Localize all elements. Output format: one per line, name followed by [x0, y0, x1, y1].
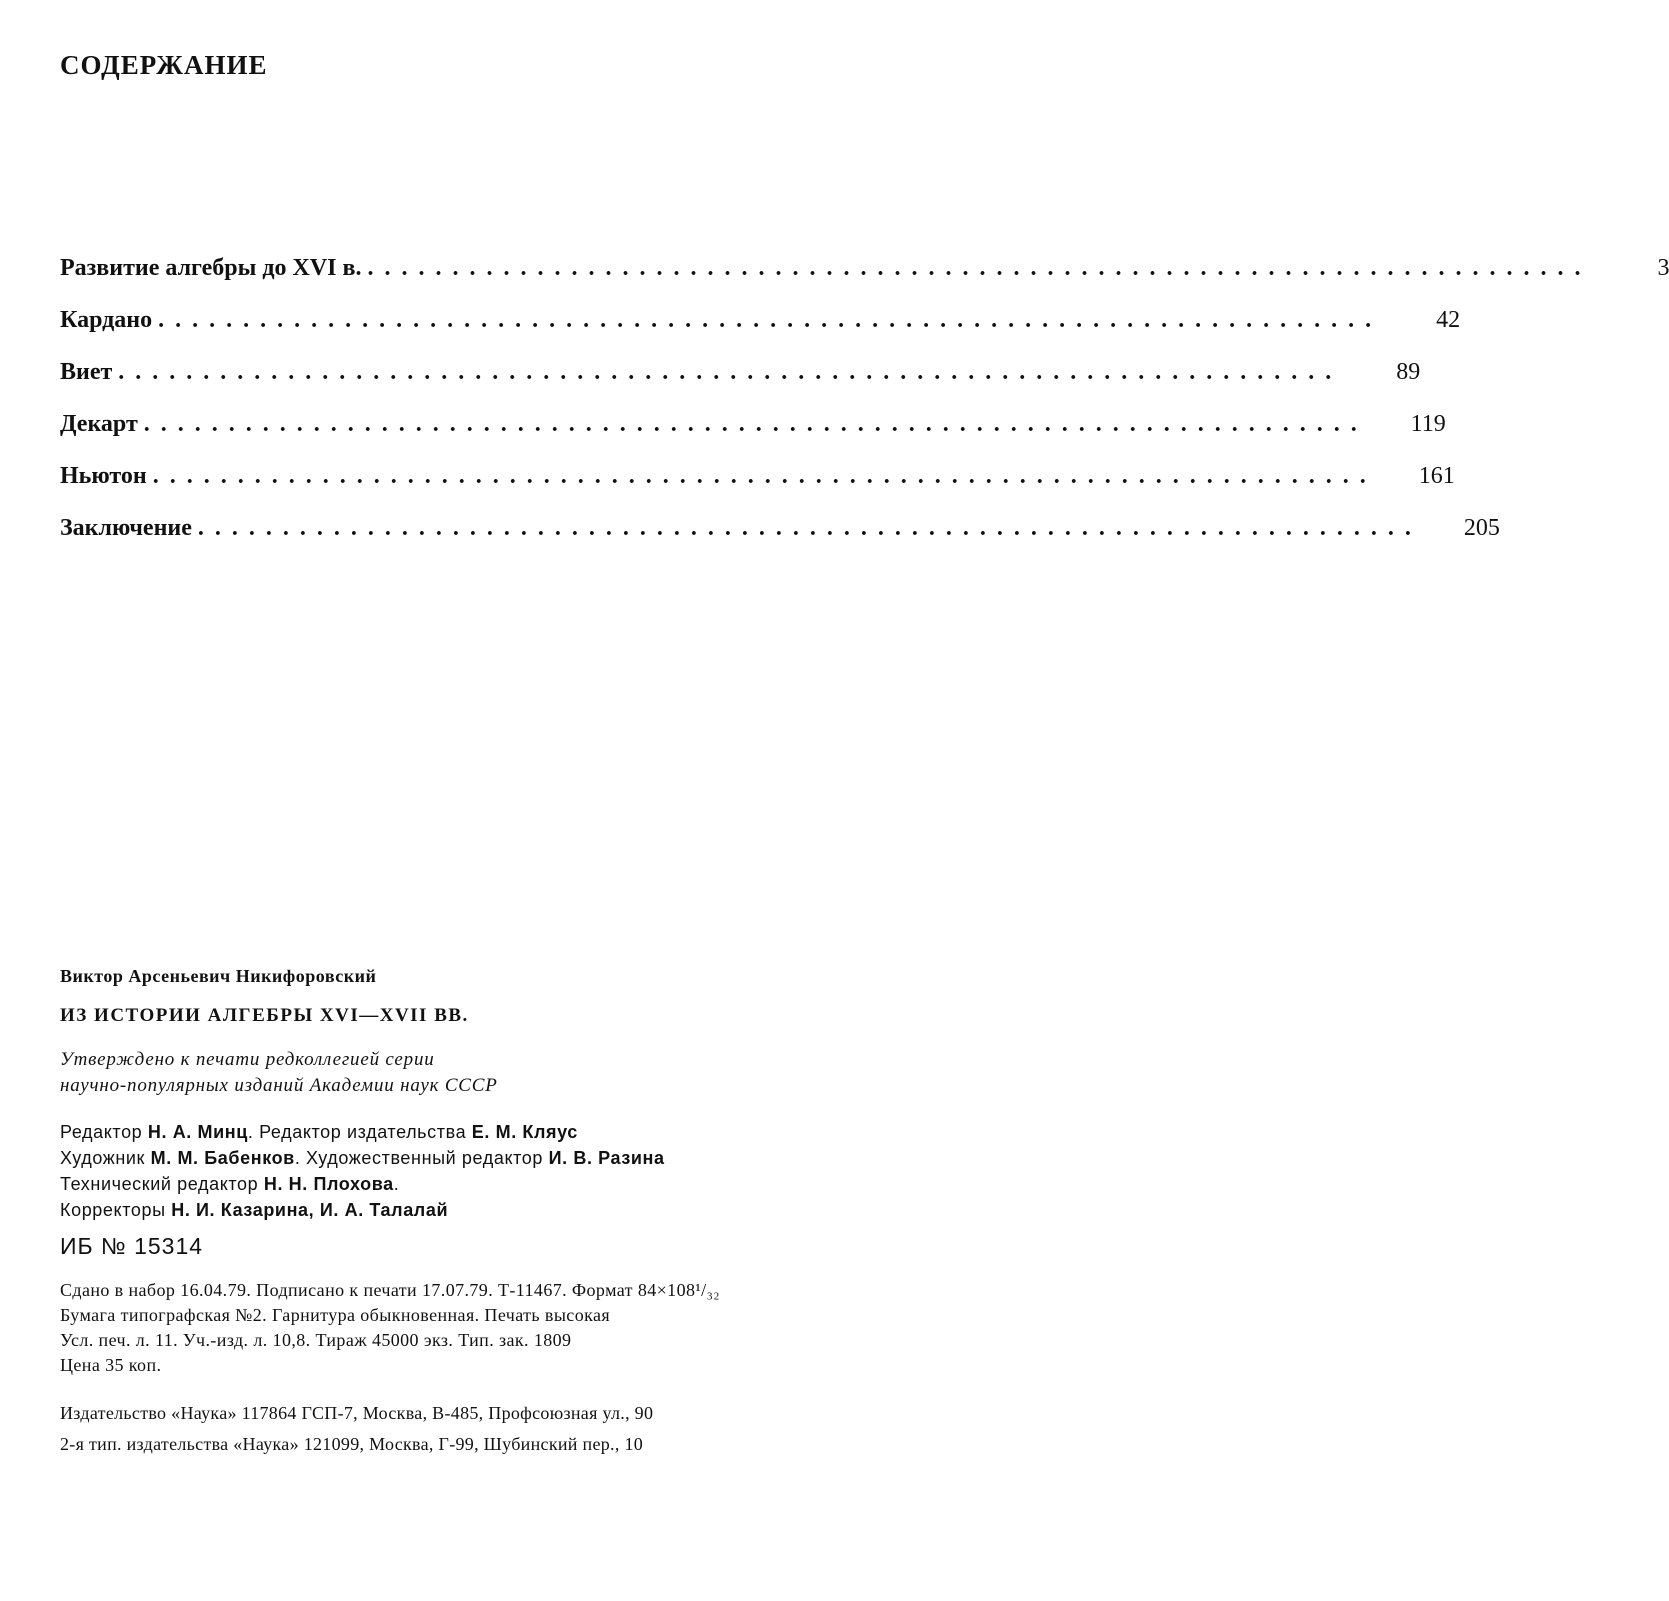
toc-leader-dots: ........................................................................: [367, 255, 1592, 281]
print-line: Сдано в набор 16.04.79. Подписано к печати 17.07.79. Т-11467. Формат 84×108¹/₃₂: [60, 1280, 720, 1300]
publisher-info: [60, 1398, 960, 1460]
toc-entry-title: Виет: [60, 359, 113, 385]
toc-entry-title: Ньютон: [60, 463, 147, 489]
page-title: СОДЕРЖАНИЕ: [60, 50, 268, 80]
publisher-line: Издательство «Наука» 117864 ГСП-7, Москва, В-485, Профсоюзная ул., 90: [60, 1403, 654, 1423]
toc-entry[interactable]: [60, 307, 1461, 359]
publisher-line: 2-я тип. издательства «Наука» 121099, Москва, Г-99, Шубинский пер., 10: [60, 1434, 644, 1454]
toc-entry-title: Декарт: [60, 411, 138, 437]
author-name: Виктор Арсеньевич Никифоровский: [60, 966, 377, 986]
toc-entry-page: 205: [1463, 515, 1500, 541]
credit-name: Е. М. Кляус: [471, 1122, 578, 1142]
credit-line: Редактор Н. А. Минц. Редактор издательства Е. М. Кляус: [60, 1122, 578, 1142]
print-details: [60, 1278, 960, 1378]
approval-line: Утверждено к печати редколлегией серии: [60, 1049, 435, 1070]
credit-role: Корректоры: [60, 1200, 166, 1220]
toc-entry[interactable]: [60, 515, 1500, 567]
credits: [60, 1119, 960, 1223]
toc-leader-dots: ........................................................................: [118, 359, 1343, 385]
toc-leader-dots: ........................................................................: [143, 411, 1368, 437]
credit-line: Технический редактор Н. Н. Плохова.: [60, 1174, 400, 1194]
credit-role: Технический редактор: [60, 1174, 259, 1194]
toc-entry-page: 42: [1436, 307, 1461, 333]
toc-entry[interactable]: [60, 411, 1446, 463]
table-of-contents: [60, 255, 1669, 567]
toc-entry-page: 3: [1657, 255, 1669, 281]
toc-entry[interactable]: [60, 463, 1455, 515]
approval-line: научно-популярных изданий Академии наук СССР: [60, 1075, 498, 1096]
toc-leader-dots: ........................................................................: [158, 307, 1383, 333]
print-line: Усл. печ. л. 11. Уч.-изд. л. 10,8. Тираж 45000 экз. Тип. зак. 1809: [60, 1330, 572, 1350]
credit-role: Художник: [60, 1148, 146, 1168]
toc-entry-page: 89: [1396, 359, 1421, 385]
toc-entry[interactable]: [60, 255, 1669, 307]
credit-name: И. В. Разина: [548, 1148, 665, 1168]
credit-name: Н. А. Минц: [147, 1122, 248, 1142]
book-title: ИЗ ИСТОРИИ АЛГЕБРЫ XVI—XVII ВВ.: [60, 1005, 469, 1026]
credit-role: Редактор издательства: [259, 1122, 467, 1142]
credit-name: М. М. Бабенков: [150, 1148, 295, 1168]
credit-role: Редактор: [60, 1122, 143, 1142]
toc-entry-page: 119: [1410, 411, 1446, 437]
toc-entry-page: 161: [1418, 463, 1455, 489]
credit-name: Н. Н. Плохова: [263, 1174, 394, 1194]
toc-entry-title: Кардано: [60, 307, 153, 333]
credit-role: Художественный редактор: [306, 1148, 543, 1168]
toc-entry-title: Развитие алгебры до XVI в.: [60, 255, 362, 281]
print-line: Бумага типографская №2. Гарнитура обыкновенная. Печать высокая: [60, 1305, 611, 1325]
ib-number: ИБ № 15314: [60, 1233, 204, 1259]
credit-line: Художник М. М. Бабенков. Художественный редактор И. В. Разина: [60, 1148, 665, 1168]
credit-name: Н. И. Казарина, И. А. Талалай: [171, 1200, 449, 1220]
toc-leader-dots: ........................................................................: [197, 515, 1422, 541]
imprint-block: [60, 966, 960, 1460]
toc-entry-title: Заключение: [60, 515, 192, 541]
credit-line: [60, 1197, 960, 1223]
toc-entry[interactable]: [60, 359, 1421, 411]
toc-leader-dots: ........................................................................: [152, 463, 1377, 489]
approval-note: [60, 1047, 960, 1099]
print-line: Цена 35 коп.: [60, 1355, 162, 1375]
